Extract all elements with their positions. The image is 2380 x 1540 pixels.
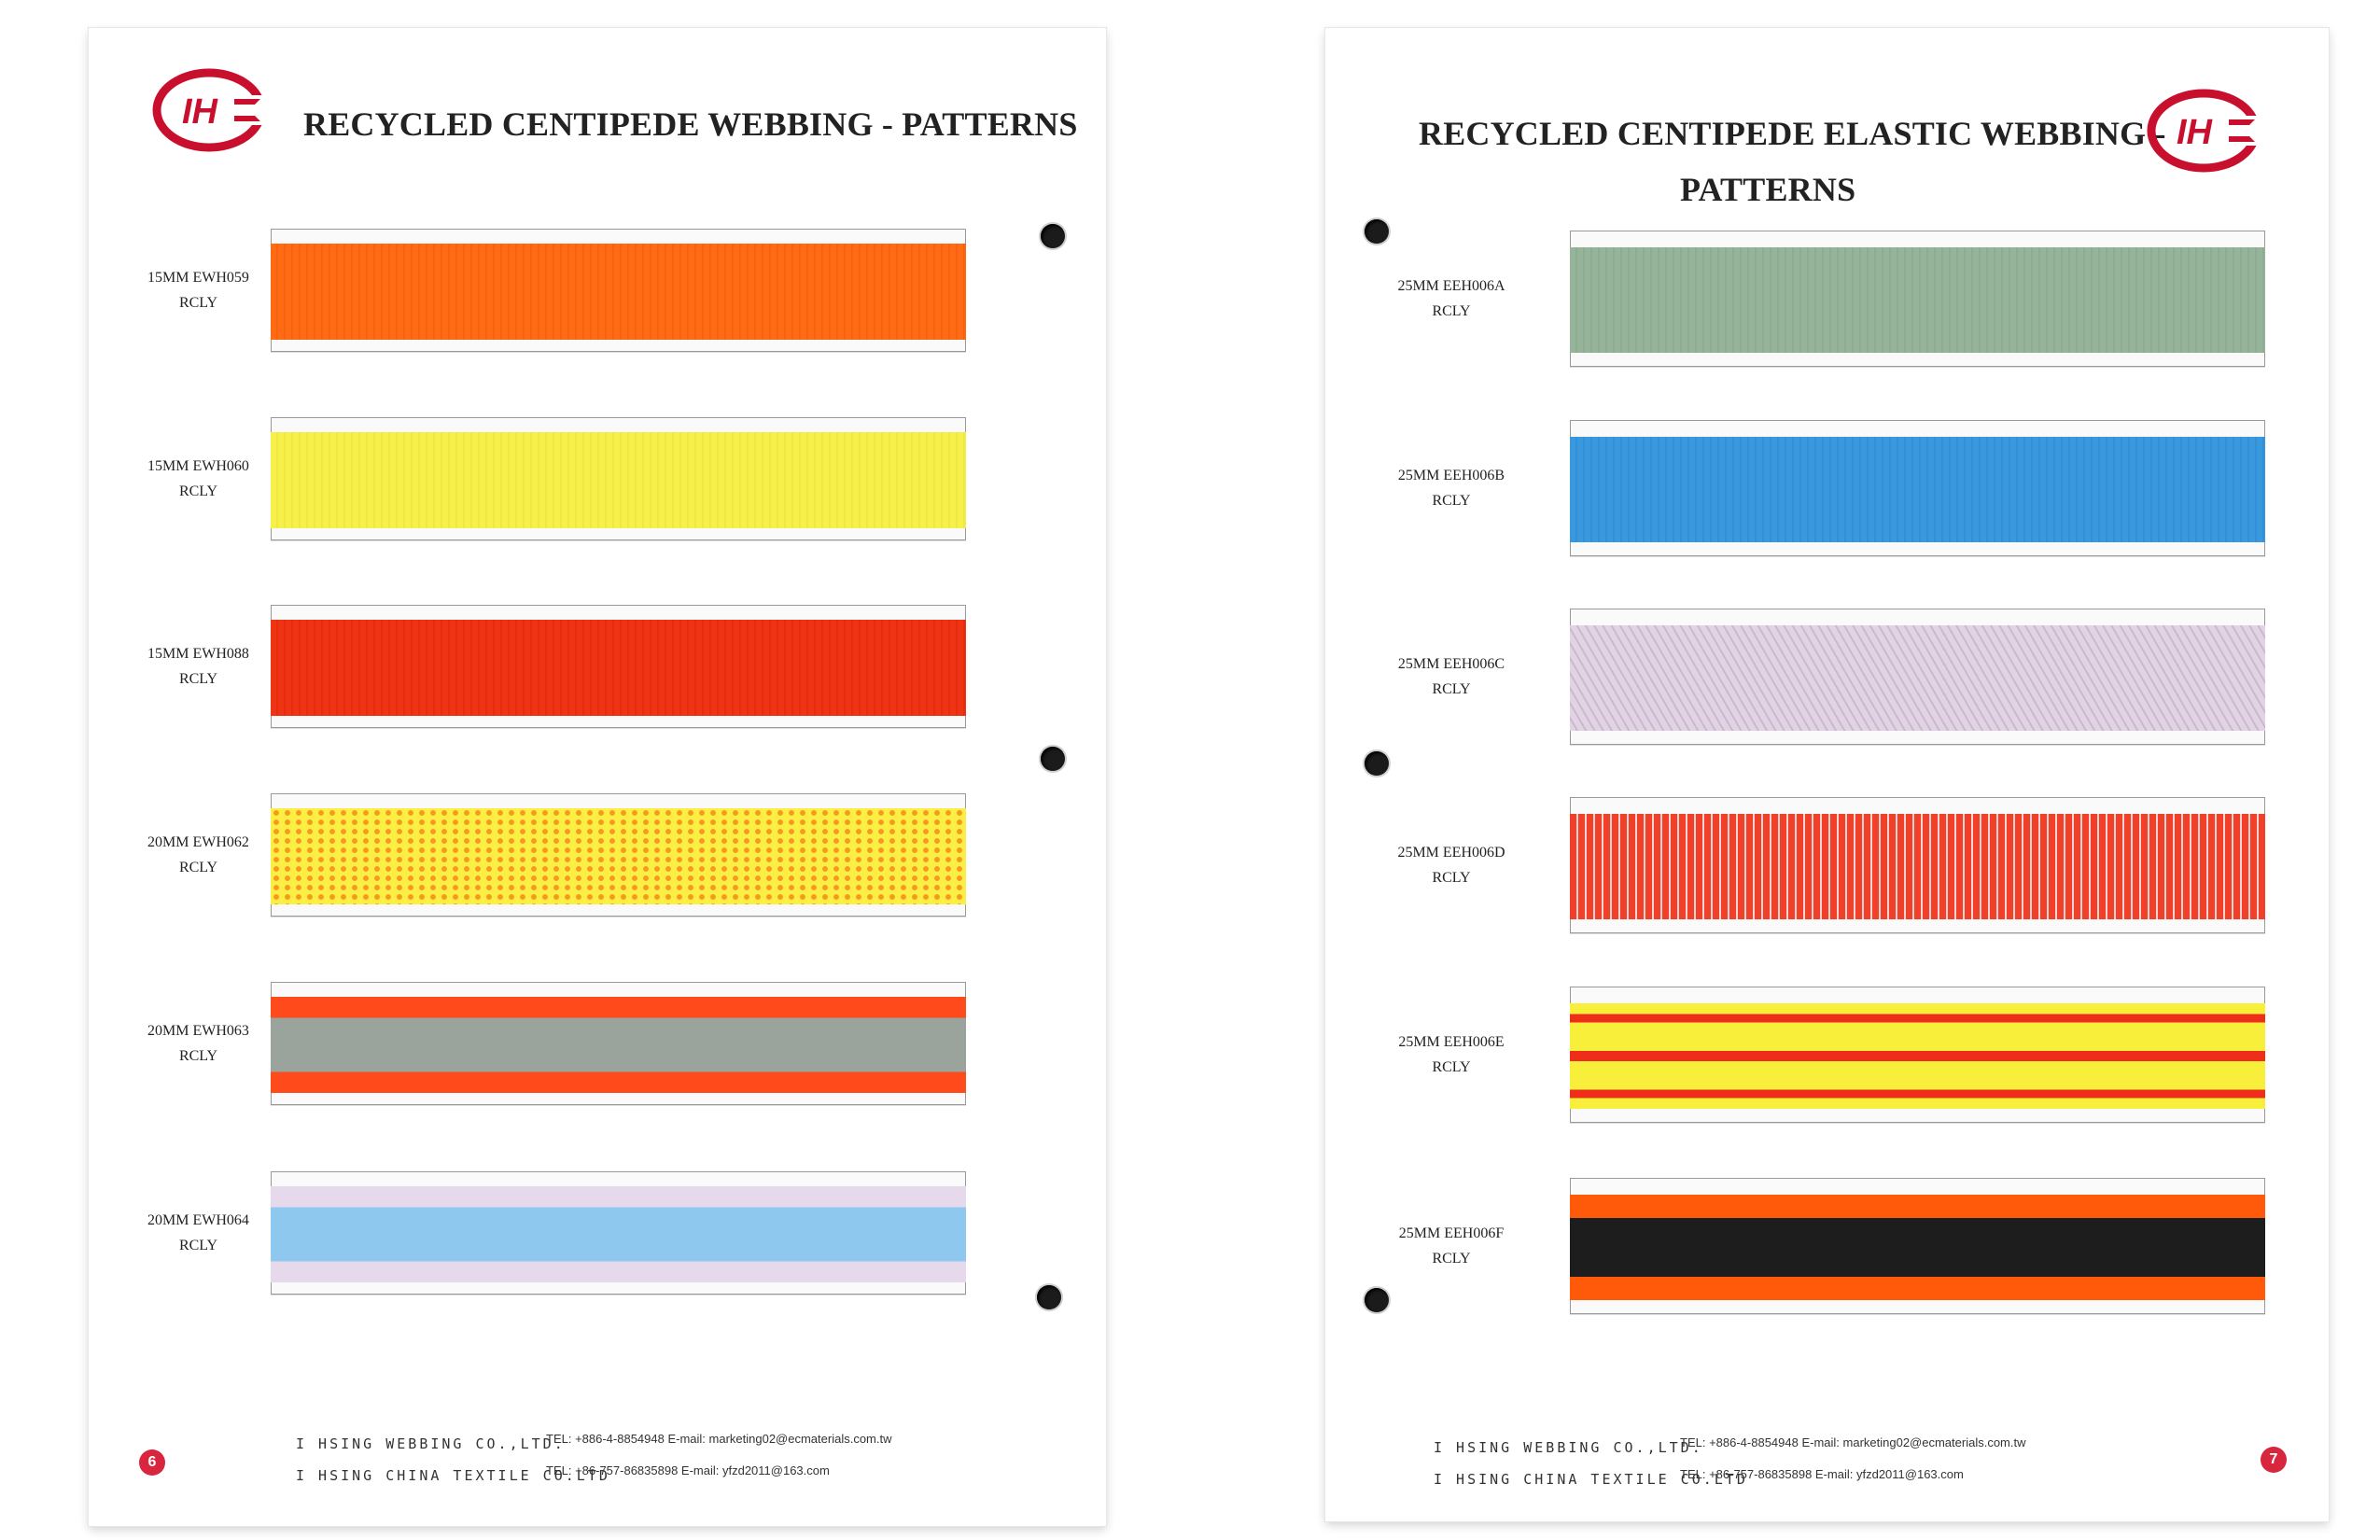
webbing-sample (1570, 987, 2265, 1123)
webbing-sample (1570, 797, 2265, 933)
swatch-material: RCLY (178, 1048, 218, 1064)
webbing-sample (271, 605, 966, 728)
swatch-label (1325, 1029, 1577, 1080)
swatch-label (1325, 840, 1577, 890)
swatch-label (1325, 273, 1577, 324)
page-title: RECYCLED CENTIPEDE WEBBING - PATTERNS (303, 105, 1078, 143)
swatch-code: 15MM EWH060 (147, 458, 249, 474)
webbing-sample (271, 417, 966, 540)
swatch-material: RCLY (1432, 681, 1471, 697)
webbing-sample (271, 982, 966, 1105)
company-logo (152, 67, 266, 153)
swatch-code: 15MM EWH059 (147, 270, 249, 286)
webbing-sample (1570, 420, 2265, 556)
contact-line-2: TEL: +86-757-86835898 E-mail: yfzd2011@163.com (1680, 1467, 1964, 1481)
swatch-code: 25MM EEH006E (1398, 1034, 1505, 1050)
swatch-material: RCLY (178, 295, 218, 311)
contact-line-1: TEL: +886-4-8854948 E-mail: marketing02@ecmaterials.com.tw (1680, 1435, 2026, 1449)
swatch-code: 20MM EWH062 (147, 834, 249, 850)
webbing-tape (1570, 625, 2265, 732)
webbing-sample (1570, 1178, 2265, 1314)
webbing-sample (271, 793, 966, 917)
webbing-sample (1570, 231, 2265, 367)
webbing-tape (1570, 814, 2265, 920)
swatch-code: 25MM EEH006D (1397, 845, 1505, 861)
webbing-tape (271, 997, 966, 1093)
swatch-label (1325, 1221, 1577, 1271)
swatch-code: 20MM EWH063 (147, 1023, 249, 1039)
page-number: 7 (2261, 1447, 2287, 1473)
swatch-label (1325, 651, 1577, 702)
webbing-tape (271, 432, 966, 528)
logo-text: IH (2177, 113, 2212, 152)
webbing-sample (1570, 609, 2265, 745)
webbing-tape (271, 1186, 966, 1282)
page-title-line-2: PATTERNS (1680, 171, 1856, 208)
webbing-tape (1570, 247, 2265, 354)
webbing-tape (271, 808, 966, 904)
catalog-page-right (1325, 28, 2329, 1521)
swatch-material: RCLY (1432, 303, 1471, 319)
binder-hole (1041, 747, 1065, 771)
binder-hole (1365, 751, 1389, 776)
swatch-material: RCLY (1432, 493, 1471, 509)
webbing-tape (271, 620, 966, 716)
binder-hole (1037, 1285, 1061, 1309)
swatch-material: RCLY (178, 483, 218, 499)
webbing-sample (271, 1171, 966, 1295)
page-number: 6 (139, 1449, 165, 1476)
swatch-code: 25MM EEH006B (1397, 468, 1505, 483)
logo-text: IH (182, 92, 217, 132)
swatch-label (1325, 463, 1577, 513)
webbing-tape (271, 244, 966, 340)
binder-hole (1041, 224, 1065, 248)
contact-line-2: TEL: +86-757-86835898 E-mail: yfzd2011@163.com (546, 1463, 830, 1477)
company-logo (2147, 88, 2261, 174)
catalog-page-left (89, 28, 1106, 1526)
swatch-material: RCLY (1432, 1251, 1471, 1267)
binder-hole (1365, 1288, 1389, 1312)
swatch-material: RCLY (178, 1238, 218, 1253)
swatch-code: 25MM EEH006F (1398, 1225, 1505, 1241)
page-title-line-1: RECYCLED CENTIPEDE ELASTIC WEBBING - (1419, 115, 2166, 152)
binder-hole (1365, 219, 1389, 244)
company-name-2: I HSING CHINA TEXTILE CO.LTD (296, 1467, 610, 1484)
webbing-tape (1570, 1195, 2265, 1301)
swatch-material: RCLY (1432, 1059, 1471, 1075)
contact-line-1: TEL: +886-4-8854948 E-mail: marketing02@ecmaterials.com.tw (546, 1432, 892, 1446)
swatch-code: 20MM EWH064 (147, 1212, 249, 1228)
swatch-code: 15MM EWH088 (147, 646, 249, 662)
swatch-material: RCLY (1432, 870, 1471, 886)
swatch-material: RCLY (178, 671, 218, 687)
webbing-sample (271, 229, 966, 352)
webbing-tape (1570, 1003, 2265, 1110)
webbing-tape (1570, 437, 2265, 543)
swatch-code: 25MM EEH006C (1397, 656, 1505, 672)
company-name-1: I HSING WEBBING CO.,LTD. (1434, 1439, 1703, 1456)
company-name-1: I HSING WEBBING CO.,LTD. (296, 1435, 566, 1452)
swatch-code: 25MM EEH006A (1397, 278, 1505, 294)
swatch-material: RCLY (178, 860, 218, 875)
company-name-2: I HSING CHINA TEXTILE CO.LTD (1434, 1471, 1748, 1488)
